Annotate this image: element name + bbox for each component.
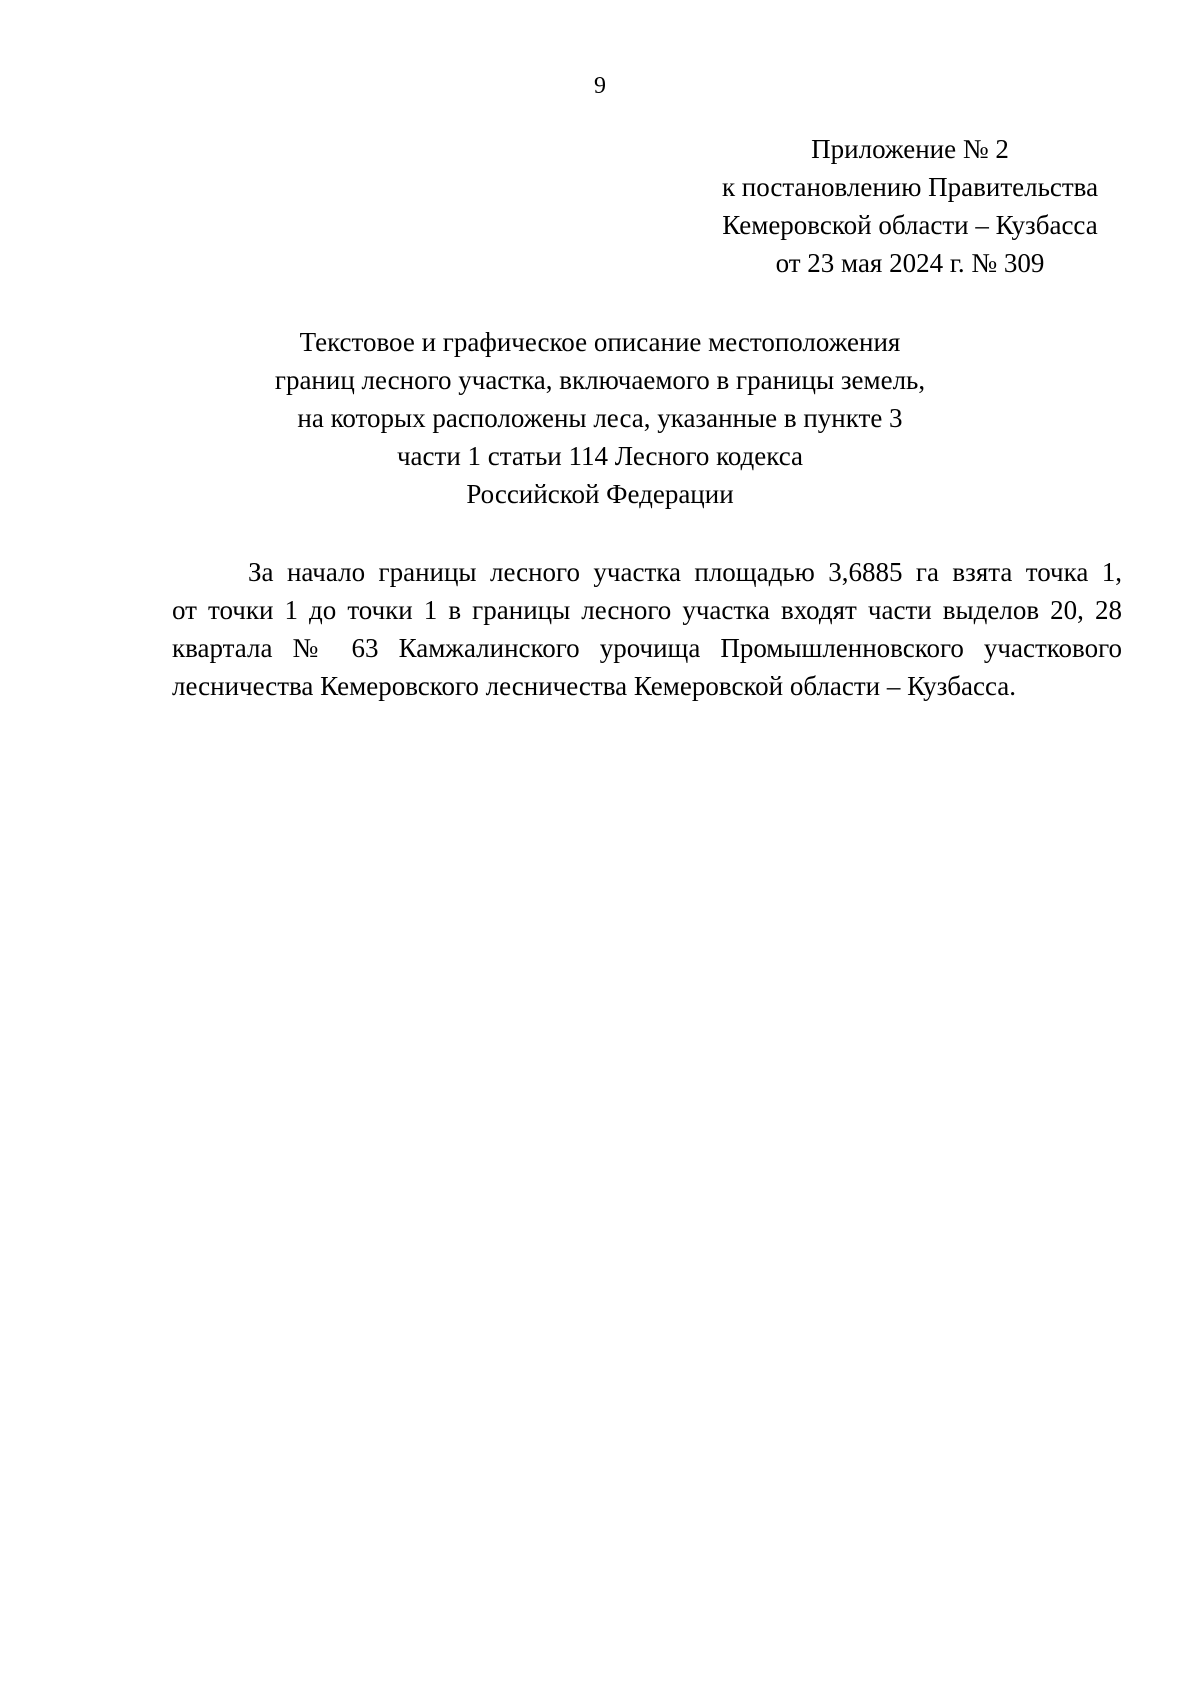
body-line: За начало границы лесного участка площадью 3,6885 га взята точка 1,	[248, 557, 1122, 587]
appendix-line: к постановлению Правительства	[721, 172, 1099, 202]
title-line: Текстовое и графическое описание местоположения	[299, 327, 901, 357]
title-line: части 1 статьи 114 Лесного кодекса	[396, 441, 804, 471]
title-line: на которых расположены леса, указанные в пункте 3	[297, 403, 903, 433]
document-title	[240, 323, 960, 513]
body-paragraph	[172, 553, 1122, 705]
appendix-line: от 23 мая 2024 г. № 309	[775, 248, 1045, 278]
body-line: лесничества Кемеровского лесничества Кемеровской области – Кузбасса.	[172, 671, 1017, 701]
body-line: квартала № 63 Камжалинского урочища Промышленновского участкового	[172, 633, 1122, 663]
page-number: 9	[594, 73, 606, 99]
appendix-line: Кемеровской области – Кузбасса	[722, 210, 1098, 240]
appendix-block	[700, 130, 1120, 282]
body-line: от точки 1 до точки 1 в границы лесного участка входят части выделов 20, 28	[172, 595, 1122, 625]
title-line: границ лесного участка, включаемого в границы земель,	[274, 365, 926, 395]
title-line: Российской Федерации	[466, 479, 734, 509]
appendix-line: Приложение № 2	[811, 134, 1009, 164]
